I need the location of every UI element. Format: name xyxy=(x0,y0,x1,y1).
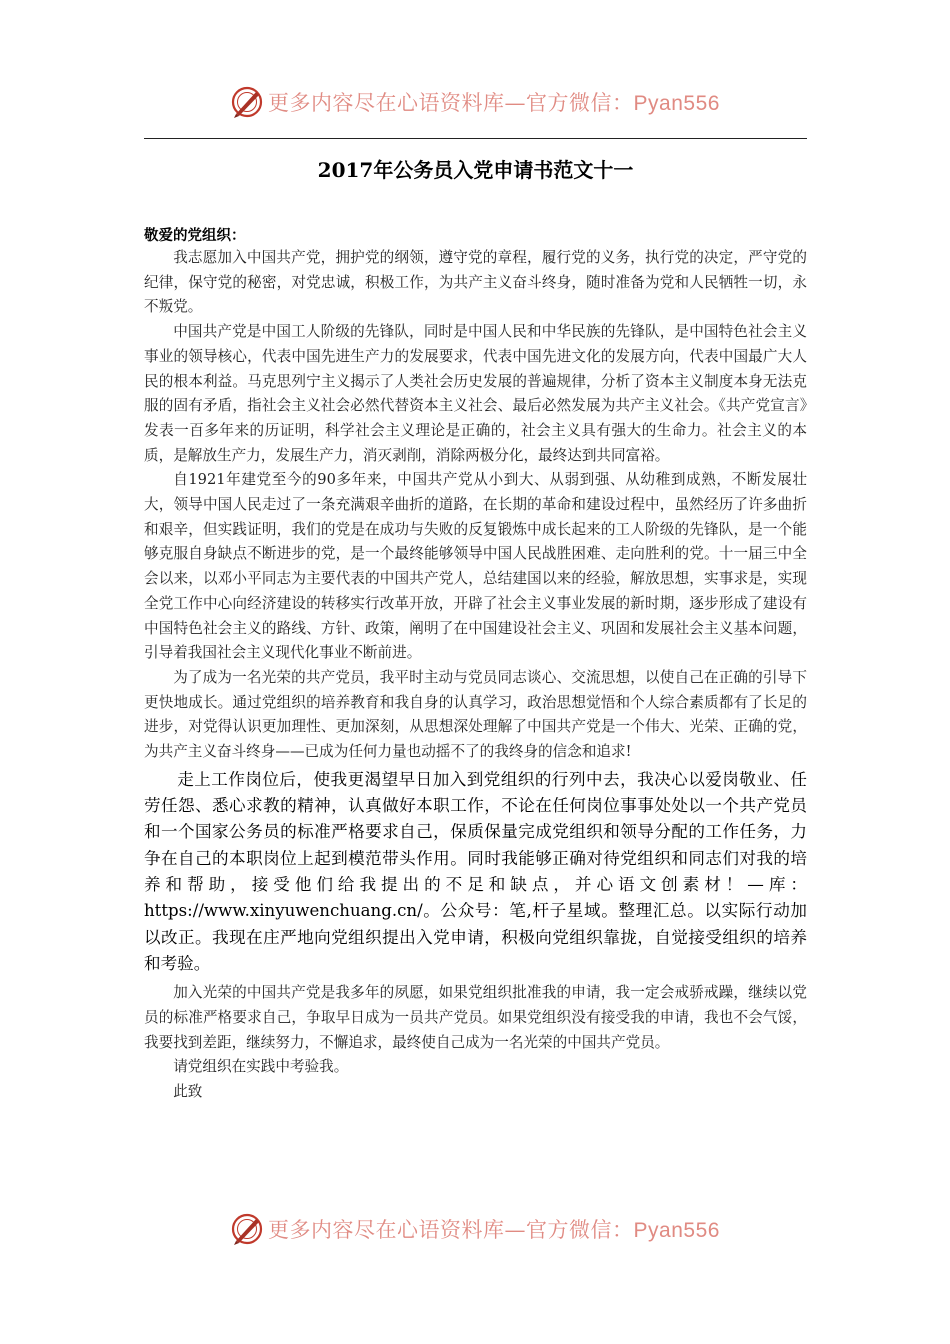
pen-logo-icon xyxy=(230,1212,264,1246)
banner-text xyxy=(268,1214,720,1244)
document-title: 2017年公务员入党申请书范文十一 xyxy=(317,158,634,182)
banner-cn-text: 更多内容尽在心语资料库—官方微信： xyxy=(268,91,634,115)
document-body xyxy=(144,246,807,1105)
banner-text xyxy=(268,87,720,117)
closing-salute: 此致 xyxy=(173,1082,203,1100)
header-divider xyxy=(144,138,807,139)
paragraph: 加入光荣的中国共产党是我多年的夙愿，如果党组织批准我的申请，我一定会戒骄戒躁，继续以党员的标准严格要求自己，争取早日成为一员共产党员。如果党组织没有接受我的申请，我也不会气馁，我要找到差距，继续努力，不懈追求，最终使自己成为一名光荣的中国共产党员。 xyxy=(144,984,807,1051)
salutation: 敬爱的党组织： xyxy=(144,228,246,244)
banner-wechat-id: Pyan556 xyxy=(633,1219,720,1242)
paragraph: 我志愿加入中国共产党，拥护党的纲领，遵守党的章程，履行党的义务，执行党的决定，严守党的纪律，保守党的秘密，对党忠诚，积极工作，为共产主义奋斗终身，随时准备为党和人民牺牲一切，永不叛党。 xyxy=(144,249,807,316)
banner-cn-text: 更多内容尽在心语资料库—官方微信： xyxy=(268,1218,634,1242)
banner-wechat-id: Pyan556 xyxy=(633,92,720,115)
paragraph: 中国共产党是中国工人阶级的先锋队，同时是中国人民和中华民族的先锋队，是中国特色社会主义事业的领导核心，代表中国先进生产力的发展要求，代表中国先进文化的发展方向，代表中国最广大人民的根本利益。马克思列宁主义揭示了人类社会历史发展的普遍规律，分析了资本主义制度本身无法克服的固有矛盾，指社会主义社会必然代替资本主义社会、最后必然发展为共产主义社会。《共产党宣言》发表一百多年来的历证明，科学社会主义理论是正确的，社会主义具有强大的生命力。社会主义的本质，是解放生产力，发展生产力，消灭剥削，消除两极分化，最终达到共同富裕。 xyxy=(144,323,807,464)
footer-banner xyxy=(0,1209,950,1249)
header-banner xyxy=(0,82,950,122)
pen-logo-icon xyxy=(230,85,264,119)
paragraph: 自1921年建党至今的90多年来，中国共产党从小到大、从弱到强、从幼稚到成熟，不断发展壮大，领导中国人民走过了一条充满艰辛曲折的道路，在长期的革命和建设过程中，虽然经历了许多曲折和艰辛，但实践证明，我们的党是在成功与失败的反复锻炼中成长起来的工人阶级的先锋队，是一个能够克服自身缺点不断进步的党，是一个最终能够领导中国人民战胜困难、走向胜利的党。十一届三中全会以来，以邓小平同志为主要代表的中国共产党人，总结建国以来的经验，解放思想，实事求是，实现全党工作中心向经济建设的转移实行改革开放，开辟了社会主义事业发展的新时期，逐步形成了建设有中国特色社会主义的路线、方针、政策，阐明了在中国建设社会主义、巩固和发展社会主义基本问题，引导着我国社会主义现代化事业不断前进。 xyxy=(144,471,807,662)
closing-request: 请党组织在实践中考验我。 xyxy=(173,1058,349,1076)
paragraph: 为了成为一名光荣的共产党员，我平时主动与党员同志谈心、交流思想，以使自己在正确的引导下更快地成长。通过党组织的培养教育和我自身的认真学习，政治思想觉悟和个人综合素质都有了长足的进步，对党得认识更加理性、更加深刻，从思想深处理解了中国共产党是一个伟大、光荣、正确的党，为共产主义奋斗终身——已成为任何力量也动摇不了的我终身的信念和追求! xyxy=(144,668,807,761)
paragraph-emphasized: 走上工作岗位后，使我更渴望早日加入到党组织的行列中去，我决心以爱岗敬业、任劳任怨、悉心求教的精神，认真做好本职工作，不论在任何岗位事事处处以一个共产党员和一个国家公务员的标准严格要求自己，保质保量完成党组织和领导分配的工作任务，力争在自己的本职岗位上起到模范带头作用。同时我能够正确对待党组织和同志们对我的培养和帮助，接受他们给我提出的不足和缺点，并心语文创素材！—库：https://www.xinyuwenchuang.cn/。公众号：笔,杆子星域。整理汇总。以实际行动加以改正。我现在庄严地向党组织提出入党申请，积极向党组织靠拢，自觉接受组织的培养和考验。 xyxy=(144,769,807,973)
